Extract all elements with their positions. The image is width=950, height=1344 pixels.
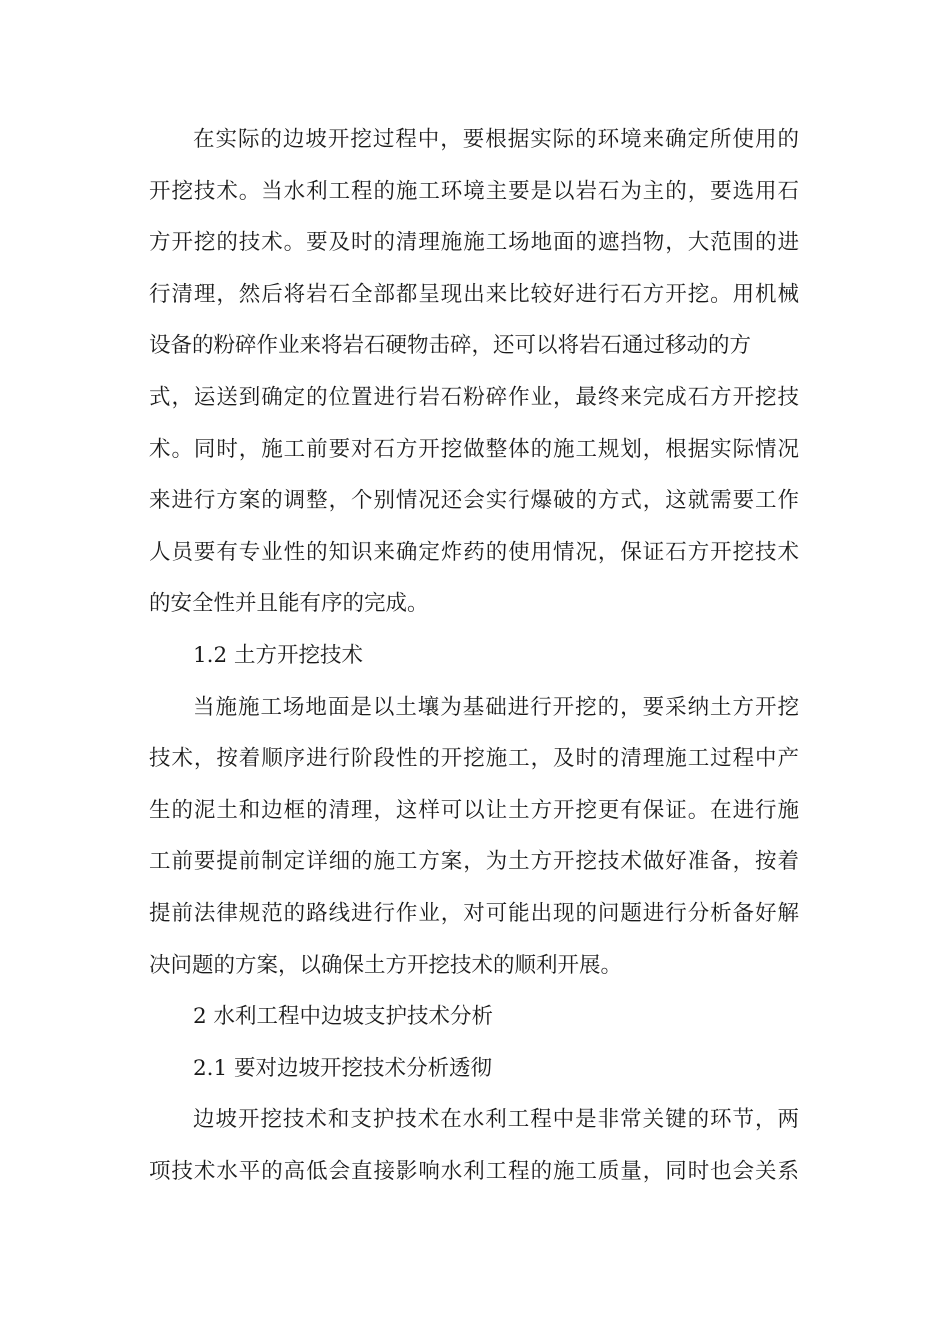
section-heading-1-2: 1.2 土方开挖技术 <box>193 642 364 668</box>
paragraph-line: 在实际的边坡开挖过程中，要根据实际的环境来确定所使用的 <box>193 127 799 152</box>
paragraph-slope-techniques <box>149 1094 799 1197</box>
paragraph-line: 设备的粉碎作业来将岩石硬物击碎，还可以将岩石通过移动的方 <box>149 333 752 359</box>
paragraph-line: 来进行方案的调整，个别情况还会实行爆破的方式，这就需要工作 <box>149 488 799 514</box>
paragraph-line: 决问题的方案，以确保土方开挖技术的顺利开展。 <box>149 952 623 978</box>
paragraph-line: 人员要有专业性的知识来确定炸药的使用情况，保证石方开挖技术 <box>149 539 799 565</box>
paragraph-line: 边坡开挖技术和支护技术在水利工程中是非常关键的环节，两 <box>193 1107 799 1133</box>
paragraph-line: 的安全性并且能有序的完成。 <box>149 591 429 617</box>
paragraph-rock-excavation <box>149 114 799 630</box>
paragraph-line: 术。同时，施工前要对石方开挖做整体的施工规划，根据实际情况 <box>149 436 799 462</box>
paragraph-line: 方开挖的技术。要及时的清理施施工场地面的遮挡物，大范围的进 <box>149 230 799 256</box>
document-body <box>149 114 799 1197</box>
paragraph-line: 行清理，然后将岩石全部都呈现出来比较好进行石方开挖。用机械 <box>149 281 799 307</box>
paragraph-line: 当施施工场地面是以土壤为基础进行开挖的，要采纳土方开挖 <box>193 694 799 720</box>
paragraph-line: 生的泥土和边框的清理，这样可以让土方开挖更有保证。在进行施 <box>149 797 799 823</box>
section-heading-2: 2 水利工程中边坡支护技术分析 <box>193 1004 494 1030</box>
paragraph-line: 工前要提前制定详细的施工方案，为土方开挖技术做好准备，按着 <box>149 849 799 875</box>
section-heading-2-1: 2.1 要对边坡开挖技术分析透彻 <box>193 1055 493 1081</box>
paragraph-line: 项技术水平的高低会直接影响水利工程的施工质量，同时也会关系 <box>149 1158 799 1184</box>
paragraph-line: 提前法律规范的路线进行作业，对可能出现的问题进行分析备好解 <box>149 900 799 926</box>
paragraph-line: 式，运送到确定的位置进行岩石粉碎作业，最终来完成石方开挖技 <box>149 384 799 410</box>
paragraph-line: 开挖技术。当水利工程的施工环境主要是以岩石为主的，要选用石 <box>149 178 799 204</box>
paragraph-line: 技术，按着顺序进行阶段性的开挖施工，及时的清理施工过程中产 <box>149 746 799 772</box>
paragraph-earth-excavation <box>149 682 799 992</box>
